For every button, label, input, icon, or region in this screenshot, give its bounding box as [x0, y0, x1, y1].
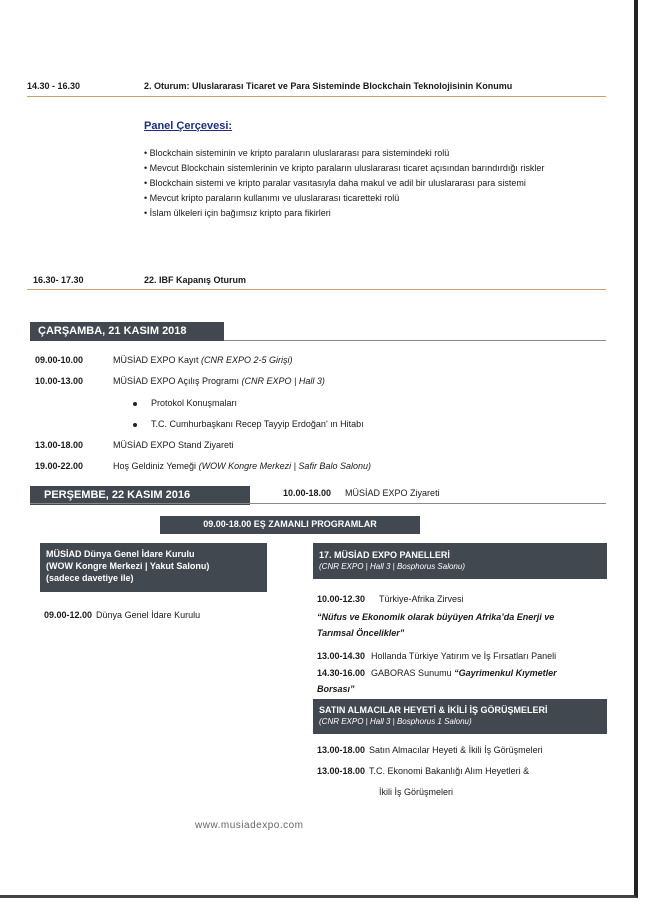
footer-url[interactable]: www.musiadexpo.com: [195, 820, 304, 831]
panel-item: [317, 651, 556, 661]
row-note: (CNR EXPO 2-5 Girişi): [201, 355, 293, 365]
panel-time: 14.30-16.00: [317, 668, 366, 678]
schedule-row: [35, 376, 325, 386]
sub-bullet-text: Protokol Konuşmaları: [151, 398, 238, 408]
panel-item: [317, 594, 464, 604]
panel-item: [317, 668, 557, 678]
list-item: • Blockchain sisteminin ve kripto paraların uluslararası para sistemindeki rolü: [144, 148, 450, 158]
session2-title: 2. Oturum: Uluslararası Ticaret ve Para Sisteminde Blockchain Teknolojisinin Konumu: [144, 81, 513, 91]
board-item-text: Dünya Genel İdare Kurulu: [96, 610, 201, 620]
row-text: Hoş Geldiniz Yemeği: [113, 461, 197, 471]
schedule-row: [35, 355, 293, 365]
closing-title: 22. IBF Kapanış Oturum: [144, 275, 247, 285]
concurrent-programs-bar: 09.00-18.00 EŞ ZAMANLI PROGRAMLAR: [160, 516, 420, 534]
list-item: • İslam ülkeleri için bağımsız kripto para fikirleri: [144, 208, 331, 218]
row-text: MÜSİAD EXPO Stand Ziyareti: [113, 440, 234, 450]
panels-title: 17. MÜSİAD EXPO PANELLERİ: [319, 550, 450, 560]
bullet-text: Mevcut kripto paraların kullanımı ve uluslararası ticaretteki rolü: [149, 193, 400, 203]
expo-visit: [283, 488, 440, 498]
panel-text: GABORAS Sunumu: [371, 668, 452, 678]
row-note: (CNR EXPO | Hall 3): [241, 376, 325, 386]
panel-time: 10.00-12.30: [317, 594, 366, 604]
buyers-box: [313, 699, 607, 734]
section-rule: [30, 503, 606, 504]
board-item: [44, 610, 200, 620]
sub-bullet-text: T.C. Cumhurbaşkanı Recep Tayyip Erdoğan’ ın Hitabı: [151, 419, 364, 429]
row-time: 10.00-13.00: [35, 376, 84, 386]
meeting-item: [317, 745, 543, 755]
panel-quote: Borsası”: [317, 684, 355, 694]
sub-list-item: [133, 398, 237, 408]
panel-quote: “Nüfus ve Ekonomik olarak büyüyen Afrika’da Enerji ve: [317, 612, 555, 622]
board-item-time: 09.00-12.00: [44, 610, 93, 620]
sub-list-item: [133, 419, 364, 429]
bullet-text: Blockchain sistemi ve kripto paralar vasıtasıyla daha makul ve adil bir uluslararası para sistemi: [149, 178, 526, 188]
divider: [27, 96, 606, 97]
session2-time: 14.30 - 16.30: [27, 81, 81, 91]
visit-text: MÜSİAD EXPO Ziyareti: [345, 488, 440, 498]
meeting-item: [317, 766, 529, 776]
list-item: • Mevcut kripto paraların kullanımı ve uluslararası ticaretteki rolü: [144, 193, 400, 203]
meeting-text: T.C. Ekonomi Bakanlığı Alım Heyetleri &: [369, 766, 530, 776]
list-item: • Blockchain sistemi ve kripto paralar vasıtasıyla daha makul ve adil bir uluslararası para sistemi: [144, 178, 526, 188]
meeting-continuation: İkili İş Görüşmeleri: [379, 787, 454, 797]
panel-quote: Tarımsal Öncelikler”: [317, 628, 405, 638]
panels-venue: (CNR EXPO | Hall 3 | Bosphorus Salonu): [319, 562, 465, 571]
thursday-header: PERŞEMBE, 22 KASIM 2016: [30, 486, 250, 505]
panel-time: 13.00-14.30: [317, 651, 366, 661]
panels-box: [313, 543, 607, 579]
visit-time: 10.00-18.00: [283, 488, 332, 498]
bullet-text: Blockchain sisteminin ve kripto paraların uluslararası para sistemindeki rolü: [149, 148, 450, 158]
closing-time: 16.30- 17.30: [33, 275, 84, 285]
panel-heading: Panel Çerçevesi:: [144, 120, 233, 132]
buyers-venue: (CNR EXPO | Hall 3 | Bosphorus 1 Salonu): [319, 717, 472, 726]
schedule-row: [35, 461, 371, 471]
row-time: 13.00-18.00: [35, 440, 84, 450]
wednesday-header: ÇARŞAMBA, 21 KASIM 2018: [30, 322, 224, 341]
board-title: MÜSİAD Dünya Genel İdare Kurulu: [46, 549, 195, 559]
bullet-text: İslam ülkeleri için bağımsız kripto para fikirleri: [149, 208, 331, 218]
row-note: (WOW Kongre Merkezi | Safir Balo Salonu): [198, 461, 371, 471]
row-text: MÜSİAD EXPO Açılış Programı: [113, 376, 240, 386]
board-venue: (WOW Kongre Merkezi | Yakut Salonu): [46, 561, 210, 571]
row-text: MÜSİAD EXPO Kayıt: [113, 355, 199, 365]
board-box: [40, 543, 267, 592]
list-item: • Mevcut Blockchain sistemlerinin ve kripto paraların uluslararası ticaret açısından barındırdığı riskler: [144, 163, 545, 173]
board-note: (sadece davetiye ile): [46, 573, 134, 583]
row-time: 09.00-10.00: [35, 355, 84, 365]
panel-text: Türkiye-Afrika Zirvesi: [379, 594, 464, 604]
panel-quote: “Gayrimenkul Kıymetler: [454, 668, 557, 678]
divider: [27, 289, 606, 290]
meeting-text: Satın Almacılar Heyeti & İkili İş Görüşmeleri: [369, 745, 543, 755]
row-time: 19.00-22.00: [35, 461, 84, 471]
meeting-time: 13.00-18.00: [317, 766, 366, 776]
panel-text: Hollanda Türkiye Yatırım ve İş Fırsatları Paneli: [371, 651, 557, 661]
buyers-title: SATIN ALMACILAR HEYETİ & İKİLİ İŞ GÖRÜŞMELERİ: [319, 705, 548, 715]
bullet-text: Mevcut Blockchain sistemlerinin ve kripto paraların uluslararası ticaret açısından barındırdığı riskler: [149, 163, 545, 173]
meeting-time: 13.00-18.00: [317, 745, 366, 755]
schedule-row: [35, 440, 234, 450]
